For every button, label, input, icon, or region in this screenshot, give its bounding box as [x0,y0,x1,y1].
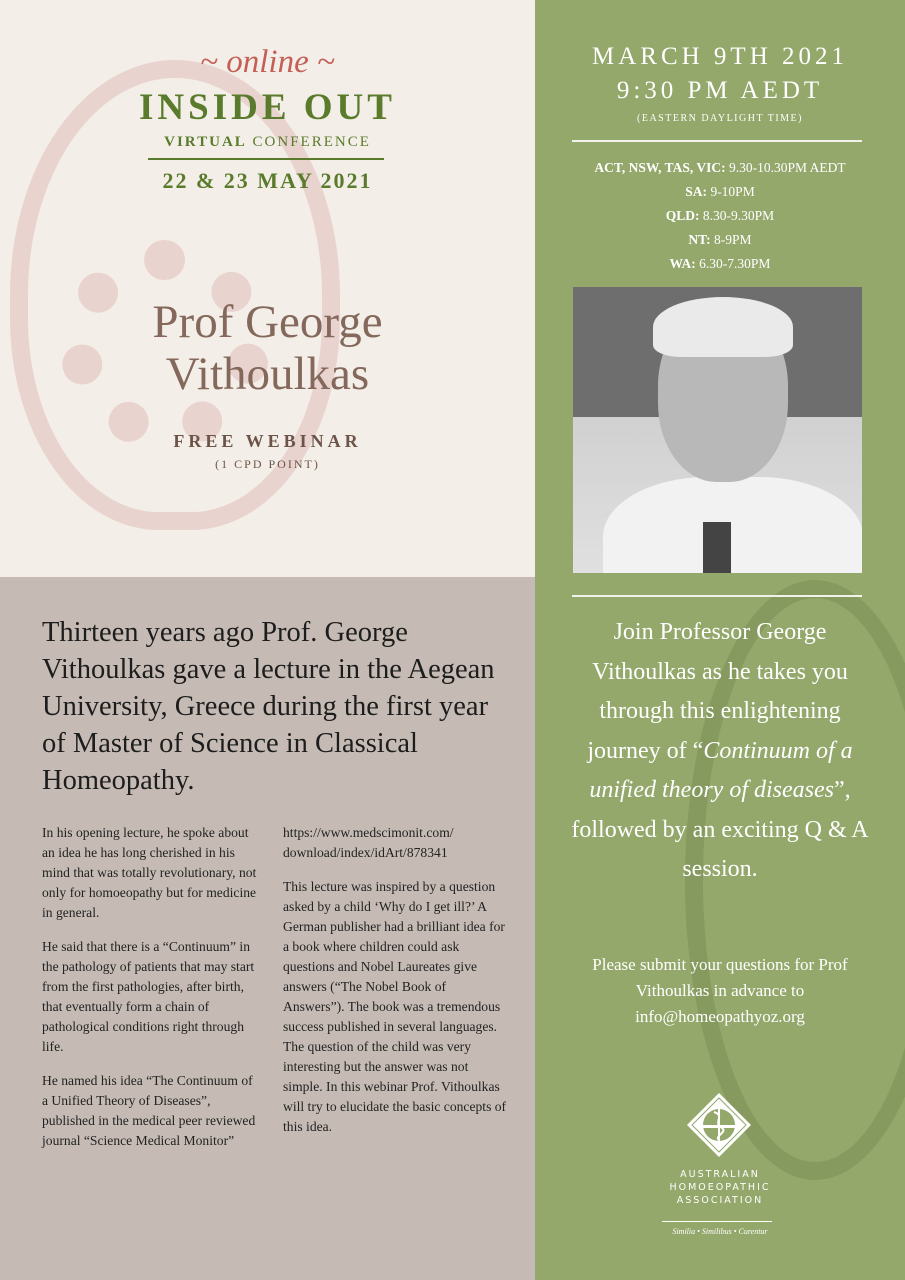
free-webinar-label: FREE WEBINAR [173,431,362,451]
event-datetime [535,40,905,108]
region: ACT, NSW, TAS, VIC: [594,160,726,175]
region: QLD: [665,208,700,223]
submit-label: Please submit your questions for Prof Vithoulkas in advance to [592,955,848,1000]
paragraph: He said that there is a “Continuum” in the pathology of patients that may start from the first pathologies, after birth, that eventually form a chain of pathological conditions right through life. [42,939,255,1054]
time: 9-10PM [707,184,755,199]
org-name-line: AUSTRALIAN [680,1169,760,1180]
body-column-2 [283,823,508,1151]
timezone-row [535,204,905,228]
org-name [535,1168,905,1207]
time: 9.30-10.30PM AEDT [725,160,846,175]
divider [662,1221,772,1222]
time: 8-9PM [710,232,752,247]
region: NT: [688,232,711,247]
org-motto: Similia • Similibus • Curentur [672,1227,768,1236]
divider [572,595,862,597]
paragraph: This lecture was inspired by a question asked by a child ‘Why do I get ill?’ A German publisher had a brilliant idea for a book where children could ask questions and Nobel Laureates give answers (“The Nobel Book of Answers”). The book was a tremendous success published in several languages. The question of the child was very interesting but the answer was not simple. In this webinar Prof. Vithoulkas will try to elucidate the basic concepts of this idea. [283,879,507,1134]
time: 6.30-7.30PM [695,256,771,271]
conference-dates: 22 & 23 MAY 2021 [162,168,373,193]
timezone-row [535,180,905,204]
paragraph: In his opening lecture, he spoke about an idea he has long cherished in his mind that was totally revolutionary, not only for homoeopathy but for medicine in general. [42,825,257,920]
caduceus-logo-icon [686,1092,752,1158]
join-text-post: ”, followed by an exciting Q & A session. [571,777,869,882]
body-column-1 [42,823,257,1165]
divider [148,158,384,160]
lead-paragraph: Thirteen years ago Prof. George Vithoulkas gave a lecture in the Aegean University, Greece during the first year of Master of Science in Classical Homeopathy. [42,617,495,796]
speaker-name-line: Vithoulkas [165,348,370,400]
conference-subtitle [0,134,535,151]
time: 8.30-9.30PM [699,208,775,223]
speaker-name [0,296,535,400]
timezone-row [535,252,905,276]
conference-title: INSIDE OUT [139,87,396,128]
timezone-label: (EASTERN DAYLIGHT TIME) [637,113,803,124]
online-label: ~ online ~ [200,44,335,80]
timezone-row [535,228,905,252]
lecture-title: Continuum of a unified theory of diseases [589,737,853,803]
timezone-row [535,156,905,180]
speaker-photo [573,287,862,573]
org-name-line: ASSOCIATION [676,1195,764,1206]
paragraph: He named his idea “The Continuum of a Unified Theory of Diseases”, published in the medical peer reviewed journal “Science Medical Monitor” [42,1073,256,1148]
cpd-label: (1 CPD POINT) [215,457,320,471]
org-name-line: HOMOEOPATHIC [669,1182,771,1193]
article-link[interactable]: https://www.medscimonit.com/ download/index/idArt/878341 [283,825,454,860]
join-text [535,613,905,890]
submit-text [535,952,905,1030]
region: SA: [685,184,708,199]
speaker-name-line: Prof George [152,296,383,348]
divider [572,140,862,142]
timezone-list [535,156,905,276]
email-link[interactable]: info@homeopathyoz.org [635,1007,805,1026]
join-text-pre: Join Professor George Vithoulkas as he takes you through this enlightening journey of “ [587,619,848,764]
event-date: MARCH 9TH 2021 [591,43,848,70]
region: WA: [669,256,696,271]
conference-label: CONFERENCE [246,134,371,150]
event-time: 9:30 PM AEDT [616,77,824,104]
virtual-label: VIRTUAL [164,134,247,150]
